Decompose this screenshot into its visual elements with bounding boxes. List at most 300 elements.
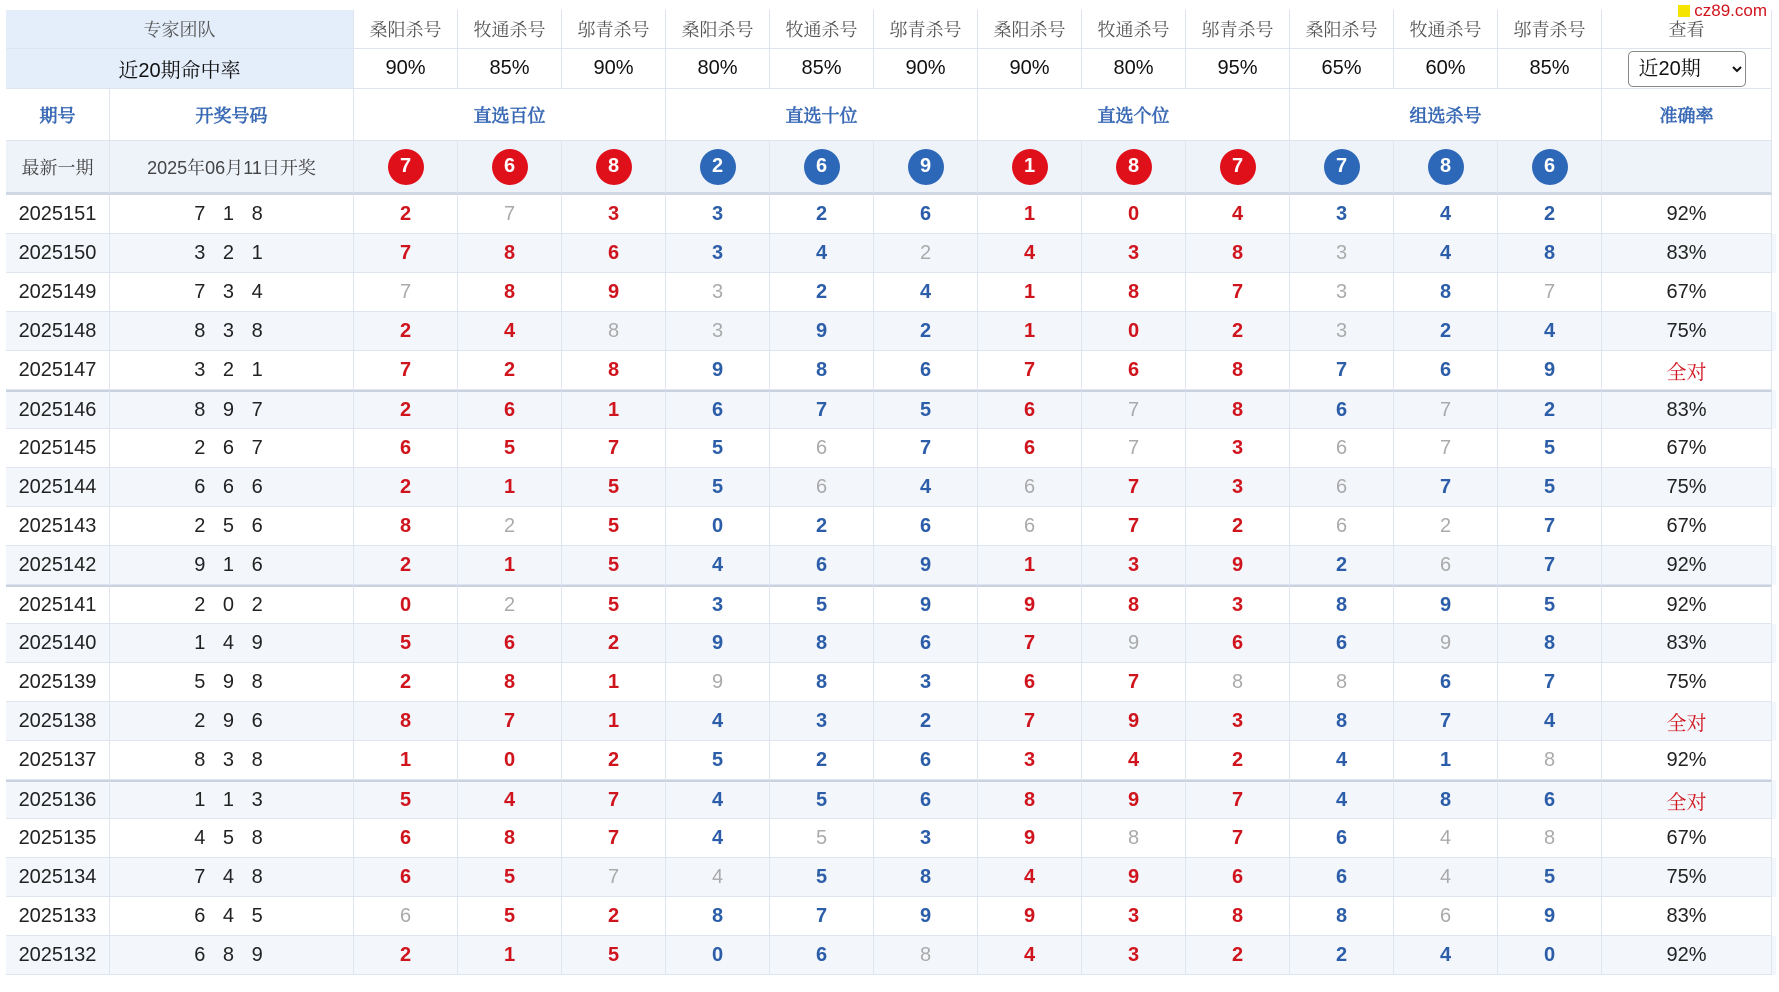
- kill-number: 6: [1498, 780, 1602, 819]
- kill-number: 1: [978, 195, 1082, 234]
- kill-number: 3: [978, 741, 1082, 780]
- kill-number: 3: [1290, 312, 1394, 351]
- kill-number: 5: [458, 858, 562, 897]
- kill-number: 3: [666, 273, 770, 312]
- expert-hit-rate: 80%: [1082, 49, 1186, 89]
- kill-number: 4: [1498, 702, 1602, 741]
- kill-number: 9: [978, 897, 1082, 936]
- accuracy-value: 67%: [1602, 273, 1772, 312]
- kill-number: 2: [354, 936, 458, 975]
- kill-number: 3: [1082, 546, 1186, 585]
- kill-number: 9: [1498, 351, 1602, 390]
- draw-numbers: 2 5 6: [110, 507, 354, 546]
- kill-number: 8: [1394, 273, 1498, 312]
- draw-ball: 8: [1428, 149, 1464, 185]
- kill-number: 9: [874, 897, 978, 936]
- kill-number: 7: [1498, 507, 1602, 546]
- latest-label: 最新一期: [6, 141, 110, 195]
- expert-hit-rate: 90%: [562, 49, 666, 89]
- kill-number: 5: [354, 624, 458, 663]
- kill-number: 3: [1082, 936, 1186, 975]
- kill-number: 5: [1498, 585, 1602, 624]
- kill-number: 0: [354, 585, 458, 624]
- kill-number: 7: [1498, 663, 1602, 702]
- kill-number: 5: [562, 468, 666, 507]
- kill-number: 6: [354, 897, 458, 936]
- period-number: 2025138: [6, 702, 110, 741]
- draw-ball: 2: [700, 149, 736, 185]
- expert-name: 邬青杀号: [1186, 10, 1290, 49]
- kill-number: 7: [562, 858, 666, 897]
- kill-number-table: [6, 10, 1776, 975]
- kill-number: 6: [354, 819, 458, 858]
- kill-number: 5: [1498, 858, 1602, 897]
- kill-number: 2: [874, 312, 978, 351]
- expert-name: 邬青杀号: [1498, 10, 1602, 49]
- table-row: [6, 624, 1776, 663]
- kill-number: 9: [1186, 546, 1290, 585]
- kill-number: 8: [770, 624, 874, 663]
- kill-number: 7: [1082, 390, 1186, 429]
- kill-number: 5: [666, 468, 770, 507]
- period-number: 2025151: [6, 195, 110, 234]
- expert-hit-rate: 95%: [1186, 49, 1290, 89]
- draw-numbers: 3 2 1: [110, 351, 354, 390]
- period-number: 2025141: [6, 585, 110, 624]
- kill-number: 6: [1394, 351, 1498, 390]
- kill-number: 9: [978, 585, 1082, 624]
- kill-number: 1: [562, 702, 666, 741]
- kill-number: 8: [1082, 819, 1186, 858]
- kill-number: 4: [666, 858, 770, 897]
- kill-number: 8: [458, 819, 562, 858]
- kill-number: 3: [770, 702, 874, 741]
- kill-number: 9: [1394, 585, 1498, 624]
- kill-number: 7: [354, 234, 458, 273]
- kill-number: 1: [978, 546, 1082, 585]
- kill-number: 4: [978, 936, 1082, 975]
- expert-name: 牧通杀号: [770, 10, 874, 49]
- accuracy-value: 75%: [1602, 858, 1772, 897]
- kill-number: 3: [1186, 702, 1290, 741]
- kill-number: 4: [1394, 234, 1498, 273]
- expert-hit-rate: 60%: [1394, 49, 1498, 89]
- kill-number: 6: [562, 234, 666, 273]
- table-row: [6, 195, 1776, 234]
- draw-ball: 6: [804, 149, 840, 185]
- kill-number: 1: [458, 468, 562, 507]
- kill-number: 5: [770, 819, 874, 858]
- draw-numbers: 7 1 8: [110, 195, 354, 234]
- accuracy-header: 准确率: [1602, 89, 1772, 141]
- period-number: 2025134: [6, 858, 110, 897]
- kill-number: 7: [1186, 780, 1290, 819]
- kill-number: 3: [666, 195, 770, 234]
- draw-numbers: 7 4 8: [110, 858, 354, 897]
- table-row: [6, 741, 1776, 780]
- kill-number: 4: [666, 702, 770, 741]
- kill-number: 7: [562, 429, 666, 468]
- kill-number: 8: [1082, 585, 1186, 624]
- kill-number: 2: [354, 663, 458, 702]
- kill-number: 9: [874, 546, 978, 585]
- period-number: 2025132: [6, 936, 110, 975]
- kill-number: 5: [1498, 468, 1602, 507]
- kill-number: 8: [978, 780, 1082, 819]
- kill-number: 7: [770, 390, 874, 429]
- kill-number: 4: [666, 819, 770, 858]
- kill-number: 6: [666, 390, 770, 429]
- accuracy-value: 92%: [1602, 741, 1772, 780]
- kill-number: 9: [1394, 624, 1498, 663]
- latest-ball-cell: [1186, 141, 1290, 195]
- kill-number: 1: [562, 390, 666, 429]
- accuracy-value: 全对: [1602, 702, 1772, 741]
- kill-number: 2: [562, 897, 666, 936]
- period-select-cell: [1602, 49, 1772, 89]
- kill-number: 4: [1394, 936, 1498, 975]
- kill-number: 5: [770, 585, 874, 624]
- kill-number: 1: [354, 741, 458, 780]
- period-number: 2025135: [6, 819, 110, 858]
- kill-number: 9: [1082, 780, 1186, 819]
- kill-number: 8: [562, 351, 666, 390]
- kill-number: 6: [770, 429, 874, 468]
- kill-number: 6: [770, 468, 874, 507]
- period-number: 2025136: [6, 780, 110, 819]
- expert-hit-rate: 90%: [354, 49, 458, 89]
- draw-numbers: 3 2 1: [110, 234, 354, 273]
- kill-number: 6: [1186, 858, 1290, 897]
- kill-number: 2: [354, 312, 458, 351]
- kill-number: 6: [874, 195, 978, 234]
- draw-numbers: 6 4 5: [110, 897, 354, 936]
- kill-number: 4: [770, 234, 874, 273]
- kill-number: 8: [1290, 702, 1394, 741]
- kill-number: 7: [562, 819, 666, 858]
- view-label: 查看: [1602, 10, 1772, 49]
- kill-number: 4: [458, 780, 562, 819]
- expert-names: [354, 10, 1602, 49]
- expert-hit-rate: 90%: [978, 49, 1082, 89]
- expert-name: 桑阳杀号: [354, 10, 458, 49]
- kill-number: 8: [1082, 273, 1186, 312]
- accuracy-value: 83%: [1602, 234, 1772, 273]
- kill-number: 6: [978, 390, 1082, 429]
- kill-number: 3: [1290, 234, 1394, 273]
- kill-number: 6: [1394, 897, 1498, 936]
- draw-ball: 7: [388, 149, 424, 185]
- period-number: 2025150: [6, 234, 110, 273]
- tens-header: 直选十位: [666, 89, 978, 141]
- watermark-text: cz89.com: [1694, 1, 1767, 20]
- kill-number: 1: [978, 312, 1082, 351]
- kill-number: 4: [1394, 195, 1498, 234]
- draw-ball: 9: [908, 149, 944, 185]
- kill-number: 5: [666, 741, 770, 780]
- draw-numbers: 6 8 9: [110, 936, 354, 975]
- kill-number: 2: [1290, 936, 1394, 975]
- kill-number: 4: [874, 273, 978, 312]
- draw-header: 开奖号码: [110, 89, 354, 141]
- table-row: [6, 897, 1776, 936]
- accuracy-value: 67%: [1602, 429, 1772, 468]
- kill-number: 6: [978, 507, 1082, 546]
- kill-number: 8: [1186, 390, 1290, 429]
- period-header: 期号: [6, 89, 110, 141]
- draw-numbers: 8 3 8: [110, 741, 354, 780]
- kill-number: 5: [458, 429, 562, 468]
- kill-number: 5: [1498, 429, 1602, 468]
- kill-number: 4: [874, 468, 978, 507]
- accuracy-value: 75%: [1602, 663, 1772, 702]
- accuracy-value: 83%: [1602, 897, 1772, 936]
- draw-numbers: 2 9 6: [110, 702, 354, 741]
- hundreds-header: 直选百位: [354, 89, 666, 141]
- table-row: [6, 429, 1776, 468]
- kill-number: 6: [874, 741, 978, 780]
- kill-number: 8: [1290, 897, 1394, 936]
- kill-number: 7: [978, 624, 1082, 663]
- kill-number: 2: [1394, 507, 1498, 546]
- accuracy-value: 92%: [1602, 195, 1772, 234]
- accuracy-value: 全对: [1602, 351, 1772, 390]
- kill-number: 6: [874, 507, 978, 546]
- kill-number: 4: [1186, 195, 1290, 234]
- kill-number: 4: [978, 234, 1082, 273]
- kill-number: 5: [666, 429, 770, 468]
- table-row: [6, 663, 1776, 702]
- kill-number: 9: [1498, 897, 1602, 936]
- kill-number: 2: [458, 507, 562, 546]
- kill-number: 3: [666, 312, 770, 351]
- latest-ball-cell: [978, 141, 1082, 195]
- draw-ball: 8: [1116, 149, 1152, 185]
- kill-number: 7: [770, 897, 874, 936]
- expert-hit-rate: 85%: [770, 49, 874, 89]
- period-number: 2025144: [6, 468, 110, 507]
- period-number: 2025147: [6, 351, 110, 390]
- kill-number: 2: [1394, 312, 1498, 351]
- kill-number: 7: [1082, 663, 1186, 702]
- units-header: 直选个位: [978, 89, 1290, 141]
- latest-draw-row: [6, 141, 1776, 195]
- kill-number: 7: [1498, 273, 1602, 312]
- latest-ball-cell: [1394, 141, 1498, 195]
- latest-ball-cell: [354, 141, 458, 195]
- period-range-select[interactable]: [1628, 51, 1746, 87]
- kill-number: 4: [1394, 858, 1498, 897]
- kill-number: 8: [874, 858, 978, 897]
- table-row: [6, 819, 1776, 858]
- kill-number: 7: [978, 702, 1082, 741]
- team-label: 专家团队: [6, 10, 354, 49]
- kill-number: 8: [1498, 234, 1602, 273]
- kill-number: 2: [1290, 546, 1394, 585]
- accuracy-value: 92%: [1602, 936, 1772, 975]
- kill-number: 3: [1186, 585, 1290, 624]
- kill-number: 9: [666, 624, 770, 663]
- kill-number: 7: [1394, 702, 1498, 741]
- kill-number: 5: [562, 585, 666, 624]
- expert-name: 桑阳杀号: [1290, 10, 1394, 49]
- table-row: [6, 780, 1776, 819]
- kill-number: 0: [1082, 312, 1186, 351]
- expert-name: 邬青杀号: [562, 10, 666, 49]
- kill-number: 3: [666, 234, 770, 273]
- kill-number: 6: [1290, 624, 1394, 663]
- kill-number: 7: [1394, 429, 1498, 468]
- period-number: 2025140: [6, 624, 110, 663]
- latest-date: 2025年06月11日开奖: [110, 141, 354, 195]
- kill-number: 7: [1186, 819, 1290, 858]
- kill-number: 5: [354, 780, 458, 819]
- latest-balls: [354, 141, 1602, 195]
- kill-number: 9: [874, 585, 978, 624]
- kill-number: 2: [770, 741, 874, 780]
- kill-number: 0: [666, 507, 770, 546]
- kill-number: 6: [354, 858, 458, 897]
- draw-numbers: 1 4 9: [110, 624, 354, 663]
- accuracy-value: 92%: [1602, 585, 1772, 624]
- kill-number: 2: [354, 390, 458, 429]
- kill-number: 8: [770, 663, 874, 702]
- kill-number: 4: [1082, 741, 1186, 780]
- draw-numbers: 2 6 7: [110, 429, 354, 468]
- expert-hit-rate: 85%: [458, 49, 562, 89]
- kill-number: 2: [562, 624, 666, 663]
- kill-number: 6: [874, 351, 978, 390]
- kill-number: 7: [458, 702, 562, 741]
- latest-accuracy-empty: [1602, 141, 1772, 195]
- kill-number: 8: [1186, 897, 1290, 936]
- draw-ball: 7: [1220, 149, 1256, 185]
- kill-number: 6: [1394, 546, 1498, 585]
- draw-ball: 7: [1324, 149, 1360, 185]
- kill-number: 6: [874, 780, 978, 819]
- kill-number: 8: [354, 702, 458, 741]
- kill-number: 5: [458, 897, 562, 936]
- kill-number: 5: [562, 546, 666, 585]
- kill-number: 3: [1082, 897, 1186, 936]
- kill-number: 8: [562, 312, 666, 351]
- kill-number: 4: [666, 780, 770, 819]
- draw-numbers: 4 5 8: [110, 819, 354, 858]
- latest-ball-cell: [770, 141, 874, 195]
- draw-ball: 1: [1012, 149, 1048, 185]
- kill-number: 9: [978, 819, 1082, 858]
- kill-number: 6: [770, 546, 874, 585]
- kill-number: 6: [978, 663, 1082, 702]
- kill-number: 3: [562, 195, 666, 234]
- kill-number: 6: [458, 390, 562, 429]
- period-number: 2025143: [6, 507, 110, 546]
- kill-number: 9: [770, 312, 874, 351]
- kill-number: 2: [1186, 741, 1290, 780]
- table-row: [6, 702, 1776, 741]
- accuracy-value: 75%: [1602, 312, 1772, 351]
- kill-number: 1: [562, 663, 666, 702]
- kill-number: 8: [874, 936, 978, 975]
- kill-number: 2: [562, 741, 666, 780]
- draw-numbers: 5 9 8: [110, 663, 354, 702]
- table-row: [6, 312, 1776, 351]
- kill-number: 3: [1186, 468, 1290, 507]
- expert-header-row: [6, 10, 1776, 49]
- period-number: 2025148: [6, 312, 110, 351]
- kill-number: 3: [1290, 273, 1394, 312]
- draw-ball: 6: [492, 149, 528, 185]
- draw-numbers: 1 1 3: [110, 780, 354, 819]
- table-row: [6, 507, 1776, 546]
- kill-number: 2: [354, 468, 458, 507]
- kill-number: 6: [1290, 429, 1394, 468]
- kill-number: 0: [1498, 936, 1602, 975]
- kill-number: 6: [1290, 468, 1394, 507]
- table-row: [6, 585, 1776, 624]
- kill-number: 8: [1498, 741, 1602, 780]
- kill-number: 8: [770, 351, 874, 390]
- history-rows: [6, 195, 1776, 975]
- kill-number: 7: [1082, 429, 1186, 468]
- kill-number: 9: [562, 273, 666, 312]
- kill-number: 2: [1186, 936, 1290, 975]
- kill-number: 6: [1290, 819, 1394, 858]
- kill-number: 3: [1186, 429, 1290, 468]
- kill-number: 4: [1290, 741, 1394, 780]
- kill-number: 5: [770, 780, 874, 819]
- kill-number: 6: [1082, 351, 1186, 390]
- kill-number: 3: [874, 663, 978, 702]
- kill-number: 8: [458, 663, 562, 702]
- kill-number: 8: [1186, 234, 1290, 273]
- latest-ball-cell: [1290, 141, 1394, 195]
- period-number: 2025133: [6, 897, 110, 936]
- kill-number: 5: [874, 390, 978, 429]
- kill-number: 4: [1498, 312, 1602, 351]
- kill-number: 3: [666, 585, 770, 624]
- kill-number: 7: [562, 780, 666, 819]
- kill-number: 2: [1498, 195, 1602, 234]
- kill-number: 8: [1186, 663, 1290, 702]
- draw-numbers: 8 9 7: [110, 390, 354, 429]
- kill-number: 7: [1394, 468, 1498, 507]
- kill-number: 2: [770, 195, 874, 234]
- column-header-row: [6, 89, 1776, 141]
- expert-name: 牧通杀号: [458, 10, 562, 49]
- hit-rate-label: 近20期命中率: [6, 49, 354, 89]
- kill-number: 2: [1186, 507, 1290, 546]
- accuracy-value: 92%: [1602, 546, 1772, 585]
- kill-number: 6: [1290, 507, 1394, 546]
- kill-number: 8: [1290, 663, 1394, 702]
- kill-number: 9: [1082, 702, 1186, 741]
- draw-ball: 6: [1532, 149, 1568, 185]
- kill-number: 7: [978, 351, 1082, 390]
- kill-number: 1: [458, 936, 562, 975]
- kill-number: 9: [666, 663, 770, 702]
- kill-number: 7: [1394, 390, 1498, 429]
- period-number: 2025149: [6, 273, 110, 312]
- kill-number: 7: [1186, 273, 1290, 312]
- kill-number: 7: [458, 195, 562, 234]
- kill-number: 3: [1082, 234, 1186, 273]
- latest-ball-cell: [1082, 141, 1186, 195]
- kill-number: 8: [458, 234, 562, 273]
- kill-number: 1: [458, 546, 562, 585]
- kill-number: 6: [770, 936, 874, 975]
- table-row: [6, 468, 1776, 507]
